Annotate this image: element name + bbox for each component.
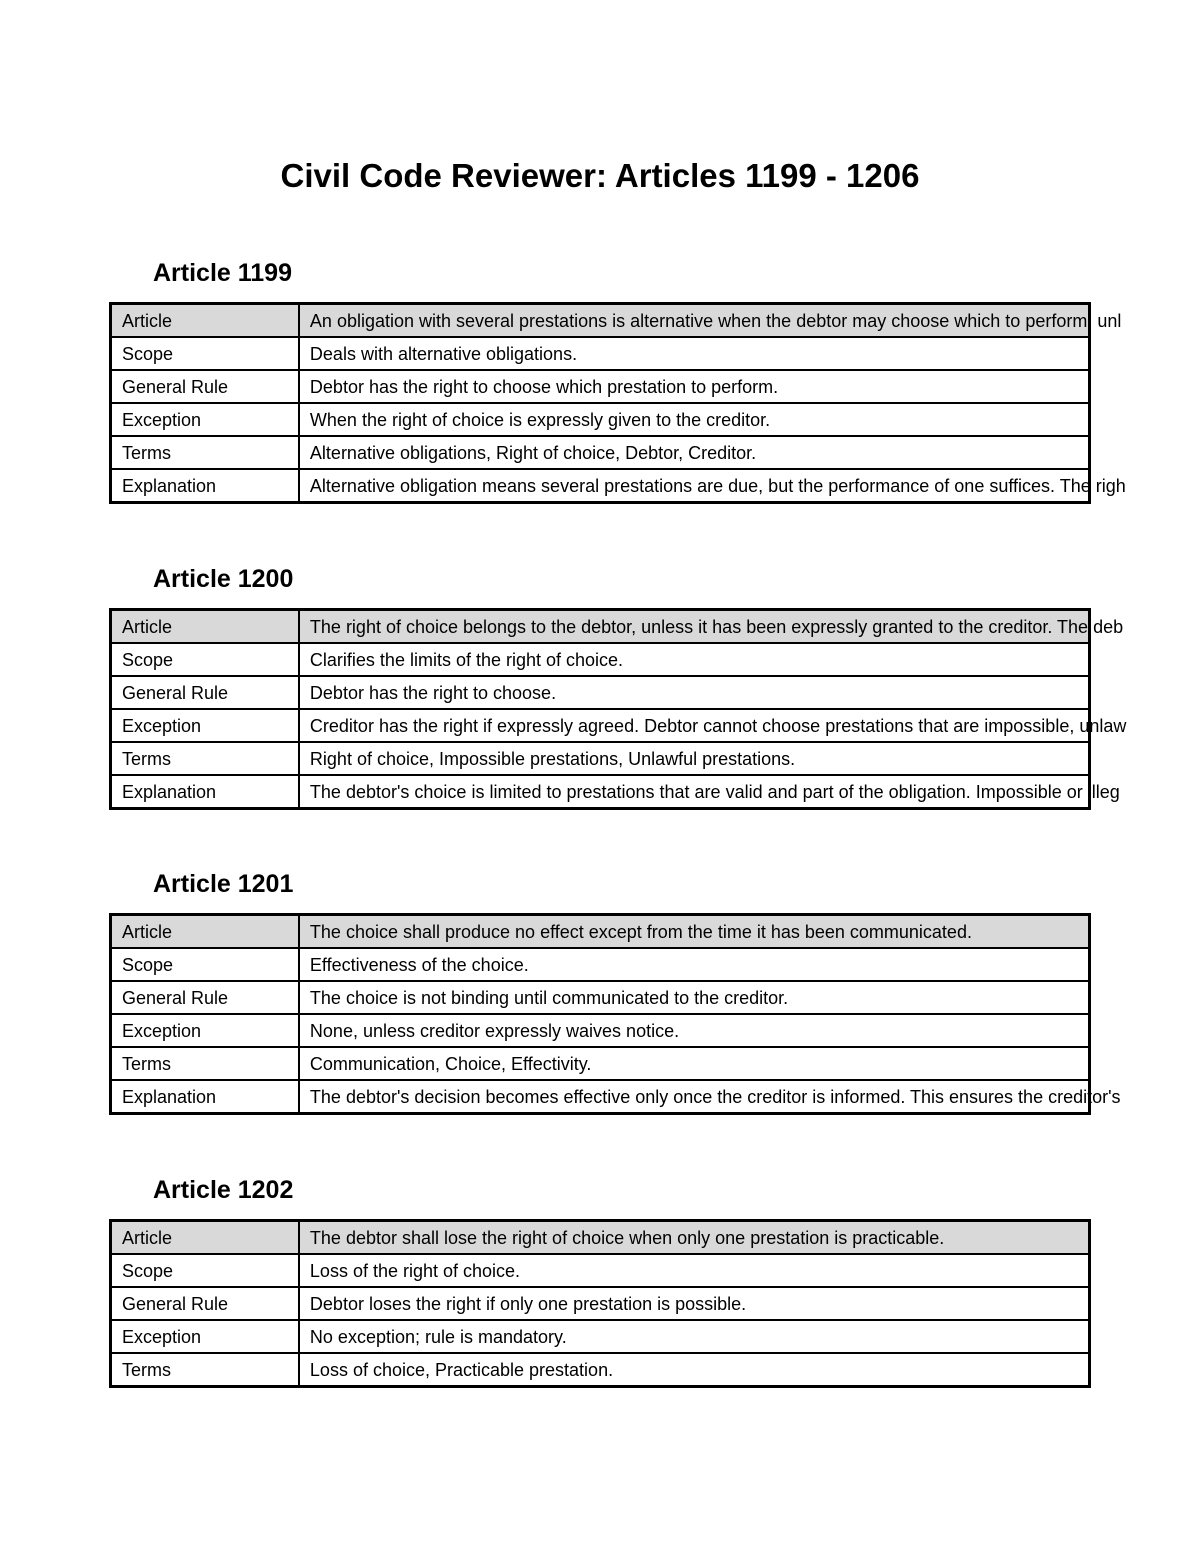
- row-label: General Rule: [111, 370, 299, 403]
- row-label: Scope: [111, 643, 299, 676]
- row-value: Deals with alternative obligations.: [299, 337, 1090, 370]
- row-value: The debtor's decision becomes effective only once the creditor is informed. This ensures the creditor's: [299, 1080, 1090, 1114]
- row-label: General Rule: [111, 981, 299, 1014]
- table-row: [111, 709, 1090, 742]
- row-label: Article: [111, 915, 299, 949]
- table-row: [111, 436, 1090, 469]
- table-row: [111, 643, 1090, 676]
- row-value: No exception; rule is mandatory.: [299, 1320, 1090, 1353]
- table-row: [111, 337, 1090, 370]
- article-table-1201: [109, 913, 1121, 1115]
- table-row: [111, 981, 1090, 1014]
- table-row: [111, 1221, 1090, 1255]
- row-value: Clarifies the limits of the right of choice.: [299, 643, 1090, 676]
- row-label: Terms: [111, 436, 299, 469]
- section-heading-1200: Article 1200: [153, 565, 294, 593]
- row-value: Loss of choice, Practicable prestation.: [299, 1353, 1090, 1387]
- row-value: When the right of choice is expressly given to the creditor.: [299, 403, 1090, 436]
- table-row: [111, 370, 1090, 403]
- table-row: [111, 610, 1090, 644]
- table-row: [111, 775, 1090, 809]
- row-label: Exception: [111, 403, 299, 436]
- row-label: Terms: [111, 1353, 299, 1387]
- row-value: Alternative obligation means several prestations are due, but the performance of one suffices. The righ: [299, 469, 1090, 503]
- row-label: Scope: [111, 337, 299, 370]
- row-value: The choice shall produce no effect except from the time it has been communicated.: [299, 915, 1090, 949]
- table-row: [111, 304, 1090, 338]
- table-row: [111, 1254, 1090, 1287]
- row-label: Exception: [111, 709, 299, 742]
- row-value: The right of choice belongs to the debtor, unless it has been expressly granted to the creditor. The deb: [299, 610, 1090, 644]
- row-label: General Rule: [111, 676, 299, 709]
- row-label: Exception: [111, 1014, 299, 1047]
- row-label: Explanation: [111, 469, 299, 503]
- row-label: Explanation: [111, 1080, 299, 1114]
- row-value: None, unless creditor expressly waives notice.: [299, 1014, 1090, 1047]
- article-table-1200: [109, 608, 1127, 810]
- row-value: Right of choice, Impossible prestations, Unlawful prestations.: [299, 742, 1090, 775]
- row-value: Creditor has the right if expressly agreed. Debtor cannot choose prestations that are impossible, unlaw: [299, 709, 1090, 742]
- row-label: Article: [111, 304, 299, 338]
- row-label: Terms: [111, 742, 299, 775]
- row-label: General Rule: [111, 1287, 299, 1320]
- table-row: [111, 1353, 1090, 1387]
- table-row: [111, 1047, 1090, 1080]
- row-value: The choice is not binding until communicated to the creditor.: [299, 981, 1090, 1014]
- row-value: The debtor shall lose the right of choice when only one prestation is practicable.: [299, 1221, 1090, 1255]
- table-row: [111, 469, 1090, 503]
- row-value: Communication, Choice, Effectivity.: [299, 1047, 1090, 1080]
- row-value: Debtor has the right to choose.: [299, 676, 1090, 709]
- table-row: [111, 948, 1090, 981]
- row-value: Debtor loses the right if only one prestation is possible.: [299, 1287, 1090, 1320]
- row-label: Scope: [111, 1254, 299, 1287]
- row-value: An obligation with several prestations is alternative when the debtor may choose which to perform, unl: [299, 304, 1090, 338]
- section-heading-1199: Article 1199: [153, 259, 292, 287]
- table-row: [111, 742, 1090, 775]
- article-table-1202: [109, 1219, 1091, 1388]
- table-row: [111, 1080, 1090, 1114]
- row-label: Article: [111, 610, 299, 644]
- table-row: [111, 1014, 1090, 1047]
- row-label: Scope: [111, 948, 299, 981]
- row-value: Loss of the right of choice.: [299, 1254, 1090, 1287]
- row-label: Terms: [111, 1047, 299, 1080]
- row-value: Alternative obligations, Right of choice, Debtor, Creditor.: [299, 436, 1090, 469]
- document-title: Civil Code Reviewer: Articles 1199 - 1206: [280, 157, 920, 194]
- article-table-1199: [109, 302, 1126, 504]
- table-row: [111, 915, 1090, 949]
- row-label: Exception: [111, 1320, 299, 1353]
- row-label: Explanation: [111, 775, 299, 809]
- table-row: [111, 1287, 1090, 1320]
- row-label: Article: [111, 1221, 299, 1255]
- row-value: Debtor has the right to choose which prestation to perform.: [299, 370, 1090, 403]
- row-value: The debtor's choice is limited to prestations that are valid and part of the obligation. Impossible or illeg: [299, 775, 1090, 809]
- section-heading-1202: Article 1202: [153, 1176, 294, 1204]
- table-row: [111, 403, 1090, 436]
- section-heading-1201: Article 1201: [153, 870, 294, 898]
- table-row: [111, 676, 1090, 709]
- table-row: [111, 1320, 1090, 1353]
- row-value: Effectiveness of the choice.: [299, 948, 1090, 981]
